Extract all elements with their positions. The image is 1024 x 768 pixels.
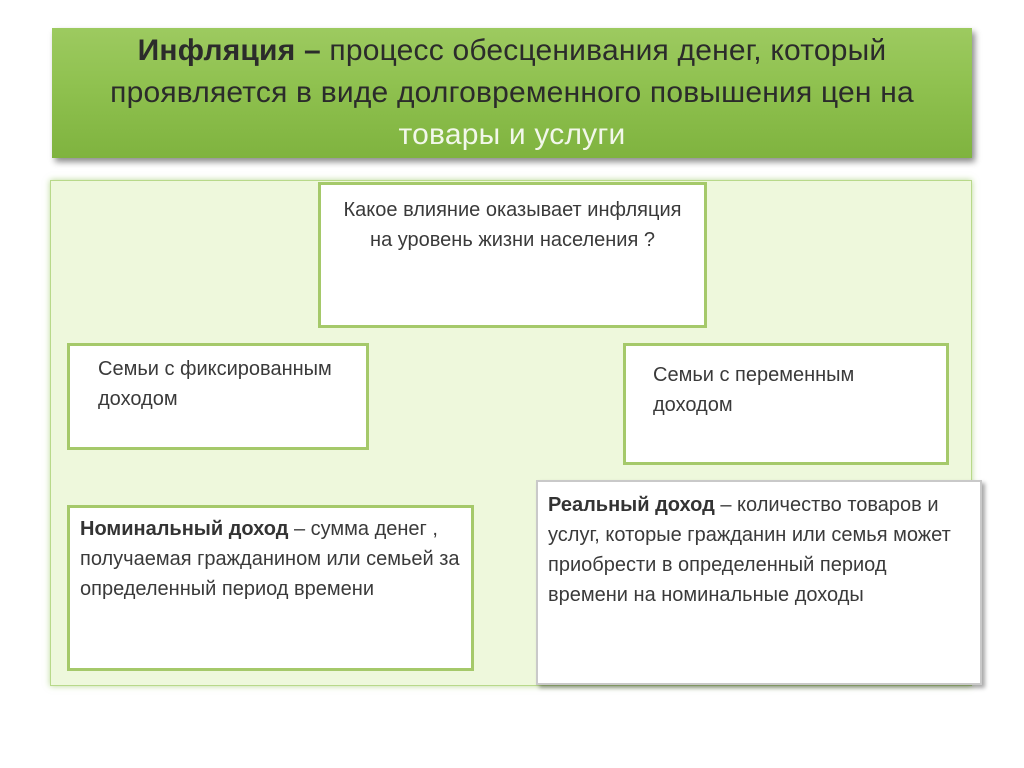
title-text [62,30,962,156]
nominal-income-term: Номинальный доход [80,518,289,540]
title-highlight: товары и услуги [398,118,626,151]
real-income-definition: – количество товаров и услуг, которые гражданин или семья может приобрести в определенный период времени на номинальные доходы [548,494,951,606]
nominal-income-definition: – сумма денег , получаемая гражданином или семьей за определенный период времени [80,518,460,600]
nominal-income-box [67,505,474,671]
title-body: процесс обесценивания денег, который проявляется в виде долговременного повышения цен на [110,34,914,109]
question-text: Какое влияние оказывает инфляция на уровень жизни населения ? [343,199,682,251]
title-term: Инфляция [137,34,296,67]
real-income-term: Реальный доход [548,494,715,516]
variable-income-box [623,343,949,465]
variable-income-text: Семьи с переменным доходом [653,364,855,416]
title-banner [52,28,972,158]
real-income-box [536,480,982,685]
fixed-income-box [67,343,369,450]
fixed-income-text: Семьи с фиксированным доходом [98,358,332,410]
question-box [318,182,707,328]
title-dash: – [295,34,330,67]
